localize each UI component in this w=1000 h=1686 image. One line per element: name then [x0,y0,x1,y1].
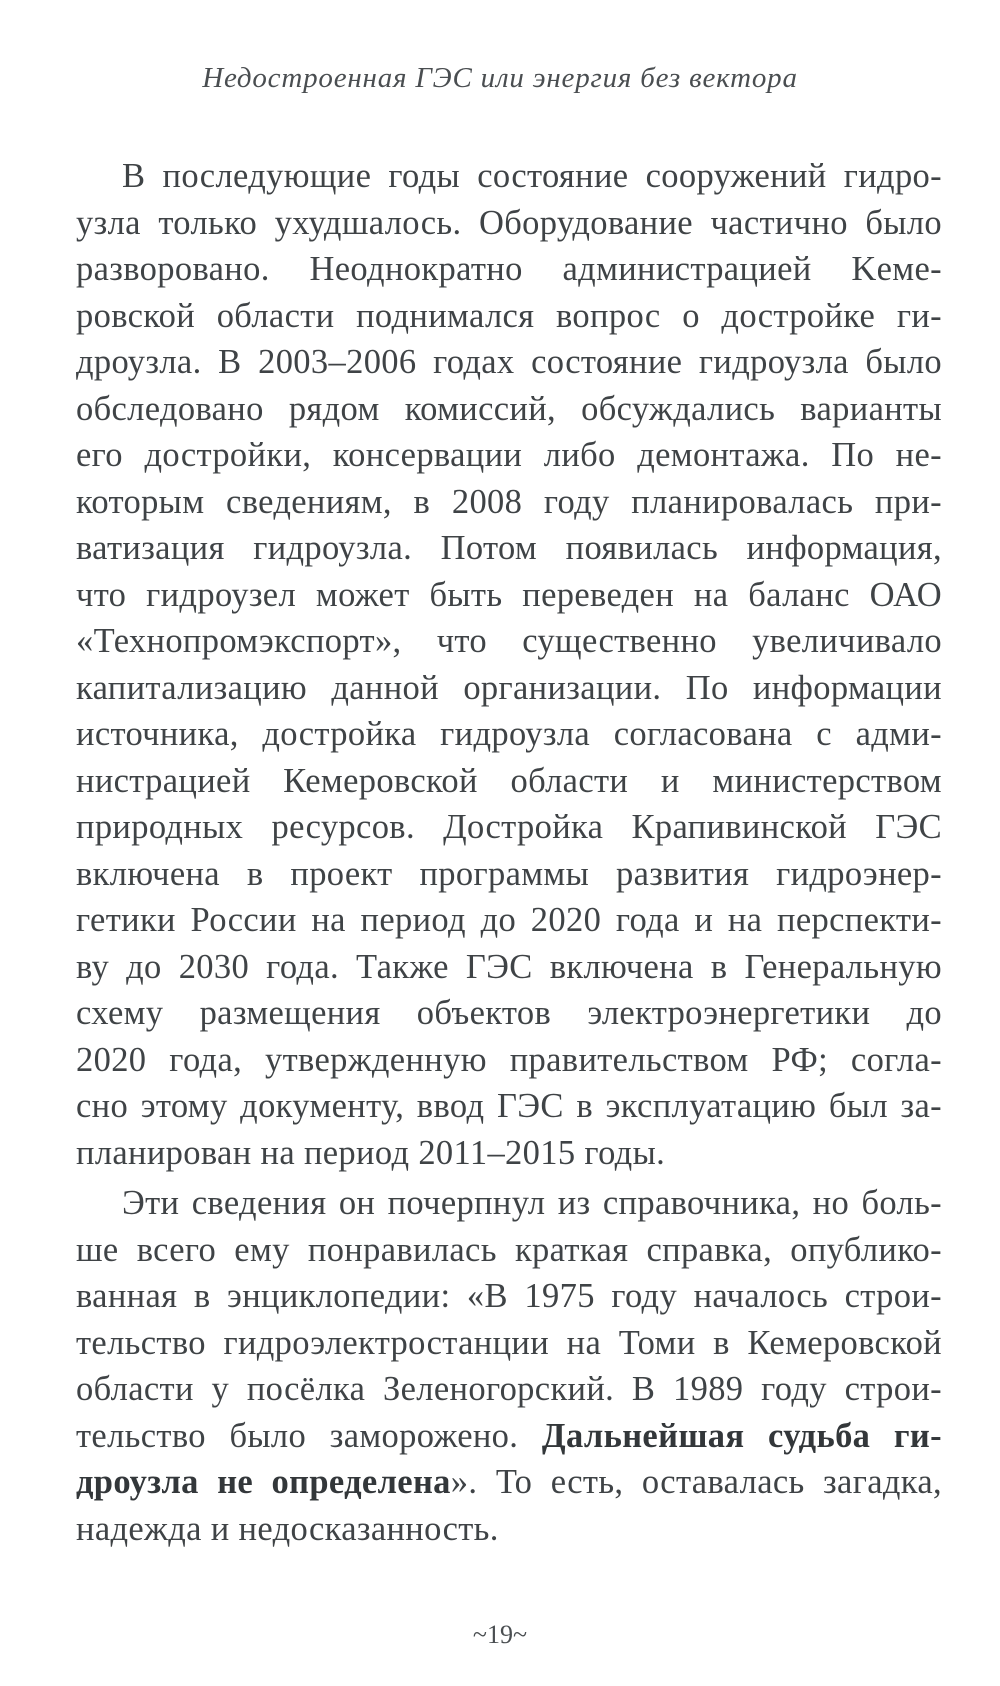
text-line: Эти сведения он почерпнул из справочника, но боль- [122,1184,942,1222]
text-line: его достройки, консервации либо демонтажа. По не- [76,436,942,474]
text-line: разворовано. Неоднократно администрацией Keме- [76,250,942,288]
text-line: надежда и недосказанность. [76,1509,499,1548]
text-line: «Технопромэкспорт», что существенно увеличивало [76,622,942,660]
text-line: тельство гидроэлектростанции на Томи в Кемеровской [76,1323,942,1362]
text-line: включена в проект программы развития гидроэнер- [76,854,942,893]
text-line: ше всего ему понравилась краткая справка, опублико- [76,1230,942,1269]
text-line: области у посёлка Зеленогорский. В 1989 году строи- [76,1370,942,1408]
text-line: природных ресурсов. Достройка Крапивинской ГЭС [76,808,942,846]
text-line: сно этому документу, ввод ГЭС в эксплуатацию был за- [76,1087,942,1125]
text-line: ванная в энциклопедии: «В 1975 году началось строи- [76,1277,942,1315]
text-line: дроузла. В 2003–2006 годах состояние гидроузла было [76,343,942,381]
body-text [76,153,942,1552]
text-line: обследовано рядом комиссий, обсуждались варианты [76,389,942,428]
text-line: ватизация гидроузла. Потом появилась информация, [76,529,942,567]
text-line: что гидроузел может быть переведен на баланс ОАО [76,575,942,614]
plain-text: ». То есть, оставалась загадка, [450,1463,942,1501]
text-line-mixed [76,1459,942,1506]
text-line: схему размещения объектов электроэнергетики до [76,994,942,1032]
text-line: источника, достройка гидроузла согласована с адми- [76,715,942,753]
text-line: узла только ухудшалось. Оборудование частично было [76,203,942,242]
bold-text: Дальнейшая судьба ги- [541,1416,942,1455]
text-line-mixed [76,1413,942,1460]
text-line: планирован на период 2011–2015 годы. [76,1133,666,1172]
text-line: ровской области поднимался вопрос о достройке ги- [76,296,942,335]
running-head: Недостроенная ГЭС или энергия без вектора [202,62,798,94]
text-line: гетики России на период до 2020 года и на перспекти- [76,901,942,939]
plain-text: тельство было заморожено. [76,1416,542,1455]
bold-text: дроузла не определена [76,1463,451,1501]
page-number: ~19~ [472,1620,528,1649]
text-line: ву до 2030 года. Также ГЭС включена в Генеральную [76,947,942,986]
text-line: 2020 года, утвержденную правительством РФ; согла- [76,1040,942,1079]
text-line: нистрацией Кемеровской области и министерством [76,761,942,800]
text-line: капитализацию данной организации. По информации [76,668,942,707]
text-line: которым сведениям, в 2008 году планировалась при- [76,482,942,521]
text-line: В последующие годы состояние сооружений гидро- [122,157,942,195]
